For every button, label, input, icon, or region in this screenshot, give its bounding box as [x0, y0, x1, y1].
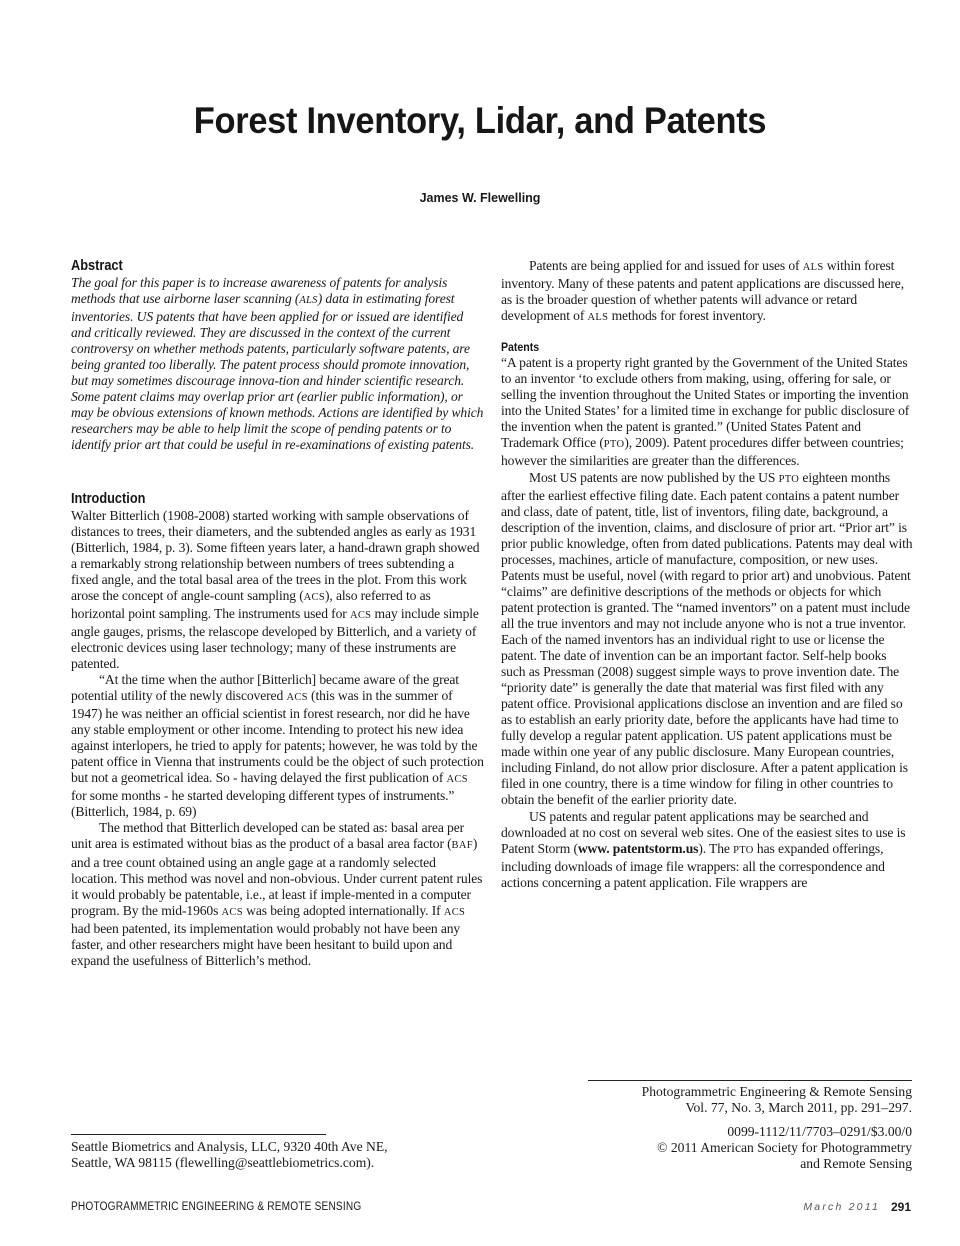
patentstorm-link[interactable]: www. patentstorm.us — [577, 840, 699, 856]
patents-paragraph-2: Most US patents are now published by the US PTO eighteen months after the earliest effective filing date. Each patent contains a patent number and class, date of patent, title, list of inventors, filing date, background, a description of the invention, claims, and disclosure of prior art. “Prior art” is prior public knowledge, often from dated publications. Patents may deal with processes, machines, article of manufacture, composition, or new uses. Patents must be useful, novel (with regard to prior art) and unobvious. Patent “claims” are definitive descriptions of the methods or objects for which patent protection is granted. The “named inventors” on a patent must include all the true inventors and may not include anyone who is not a true inventor. Each of the named inventors has an individual right to use or license the patent. The date of invention can be an important factor. Self-help books such as Pressman (2008) suggest simple ways to prove invention date. The “priority date” is generally the date that material was first filed with any patent office. Provisional applications disclose an invention and are filed so as to establish an early priority date, before the applicants have had time to fully develop a regular patent application. US patent applications must be made within one year of any public disclosure. Many European countries, including Finland, do not allow prior disclosure. After a patent application is filed in one country, there is a time window for filing in other countries to obtain the benefit of the earlier priority date. — [501, 469, 913, 808]
introduction-paragraph-3: The method that Bitterlich developed can be stated as: basal area per unit area is estimated without bias as the product of a basal area factor (BAF) and a tree count obtained using an angle gage at a randomly selected location. This method was novel and non-obvious. Under current patent rules it would probably be patentable, i.e., at least if imple-mented in a computer program. By the mid-1960s ACS was being adopted internationally. If ACS had been patented, its implementation would probably not have been any faster, and other researchers might have been hesitant to build upon and expand the usefulness of Bitterlich’s method. — [71, 820, 483, 968]
author-name: James W. Flewelling — [419, 191, 541, 205]
introduction-paragraph-1: Walter Bitterlich (1908-2008) started working with sample observations of distances to trees, their diameters, and the subtended angles as early as 1931 (Bitterlich, 1984, p. 3). Some fifteen years later, a hand-drawn graph showed a remarkably strong relationship between numbers of trees subtending a fixed angle, and the total basal area of the trees in the plot. From this work arose the concept of angle-count sampling (ACS), also referred to as horizontal point sampling. The instruments used for ACS may include simple angle gauges, prisms, the relascope developed by Bitterlich, and a variety of electronic devices using laser technology; many of these instruments are patented. — [71, 507, 480, 671]
journal-citation: Photogrammetric Engineering & Remote Sensing Vol. 77, No. 3, March 2011, pp. 291–297. — [641, 1084, 912, 1115]
patents-paragraph-3: US patents and regular patent applications may be searched and downloaded at no cost on several web sites. One of the easiest sites to use is Patent Storm (www. patentstorm.us). The PTO has expanded offerings, including downloads of image file wrappers: all the correspondence and actions concerning a patent application. File wrappers are — [501, 808, 906, 890]
patents-heading: Patents — [501, 340, 540, 355]
page-number: 291 — [890, 1200, 911, 1214]
introduction-paragraph-2: “At the time when the author [Bitterlich] became aware of the great potential utility of the newly discovered ACS (this was in the summer of 1947) he was neither an official scientist in forest research, nor did he have any stable employment or other income. Intending to protect his new idea against interlopers, he tried to apply for patents; however, he was told by the patent office in Vienna that instruments could be the object of such protection but not a geometrical idea. So - having delayed the first publication of ACS for some months - he started developing different types of instruments.” (Bitterlich, 1984, p. 69) — [71, 671, 484, 820]
right-intro-paragraph: Patents are being applied for and issued for uses of ALS within forest inventory. Many of these patents and patent applications are discussed here, as is the broader question of whether patents will advance or retard development of ALS methods for forest inventory. — [501, 258, 904, 324]
author-affiliation-footnote: Seattle Biometrics and Analysis, LLC, 9320 40th Ave NE, Seattle, WA 98115 (flewelling@seattlebiometrics.com). — [71, 1139, 388, 1170]
paper-title: Forest Inventory, Lidar, and Patents — [193, 100, 767, 141]
running-footer-date: March 2011 — [803, 1201, 880, 1213]
running-footer-journal: PHOTOGRAMMETRIC ENGINEERING & REMOTE SENSING — [71, 1201, 362, 1213]
left-column — [71, 258, 484, 969]
footnote-rule — [71, 1134, 326, 1135]
abstract-heading: Abstract — [71, 258, 123, 274]
abstract-text: The goal for this paper is to increase awareness of patents for analysis methods that use airborne laser scanning (ALS) data in estimating forest inventories. US patents that have been applied for or issued are identified and critically reviewed. They are discussed in the context of the current controversy on whether methods patents, particularly software patents, are being granted too liberally. The patent process should promote innovation, but may sometimes discourage innova-tion and hinder scientific research. Some patent claims may overlap prior art (earlier public information), or may be obvious extensions of known methods. Actions are identified by which researchers may be able to help limit the scope of pending patents or to identify prior art that could be useful in re-examinations of existing patents. — [71, 275, 484, 453]
introduction-heading: Introduction — [71, 490, 146, 507]
patents-paragraph-1: “A patent is a property right granted by the Government of the United States to an inventor ‘to exclude others from making, using, offering for sale, or selling the invention throughout the United States or importing the invention into the United States’ for a limited time in exchange for public disclosure of the invention when the patent is granted.” (United States Patent and Trademark Office (PTO), 2009). Patent procedures differ between countries; however the similarities are greater than the differences. — [501, 355, 910, 469]
journal-info-rule — [588, 1080, 912, 1081]
copyright-notice: 0099-1112/11/7703–0291/$3.00/0 © 2011 American Society for Photogrammetry and Remote Sensing — [657, 1124, 912, 1171]
right-column — [501, 258, 914, 891]
